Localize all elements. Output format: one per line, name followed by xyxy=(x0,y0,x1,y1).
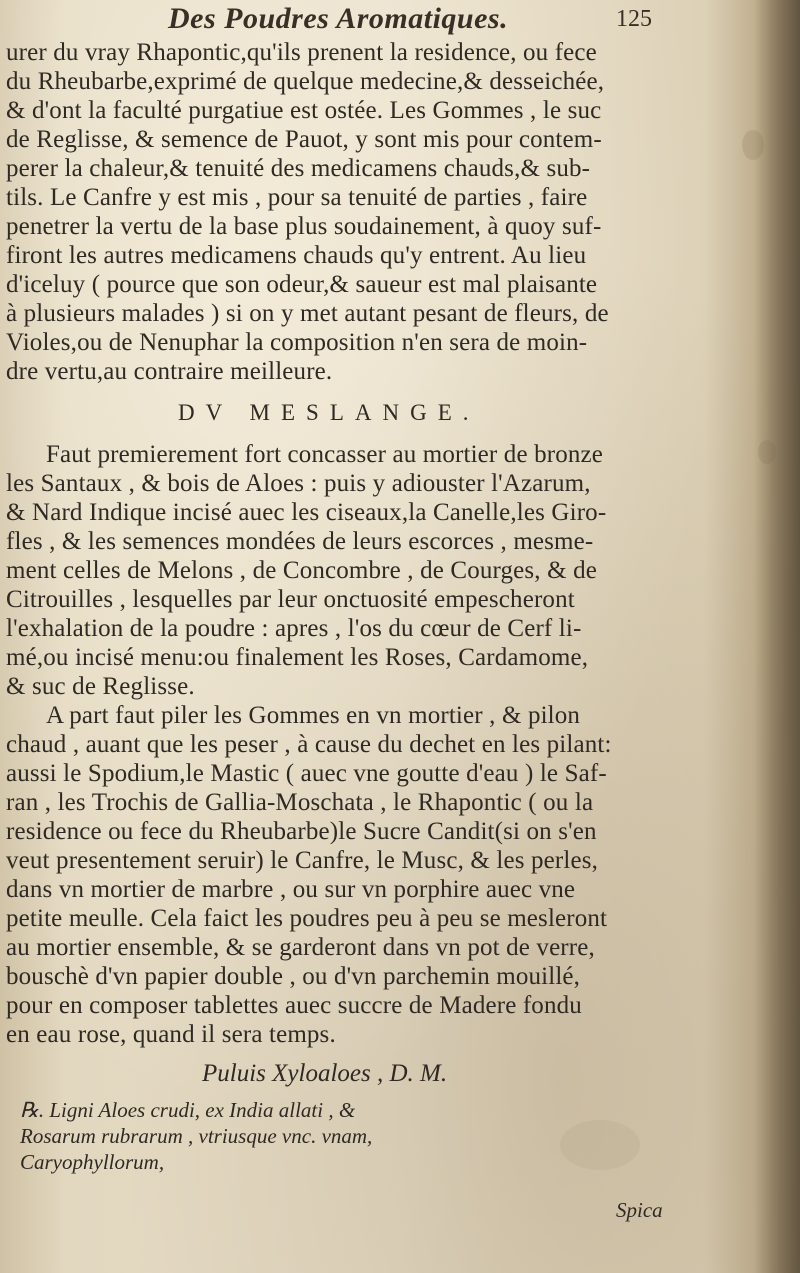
text-line: residence ou fece du Rheubarbe)le Sucre Candit(si on s'en xyxy=(6,818,597,845)
paragraph-2 xyxy=(6,440,670,701)
text-line: du Rheubarbe,exprimé de quelque medecine,& desseichée, xyxy=(6,68,605,95)
text-line: dans vn mortier de marbre , ou sur vn porphire auec vne xyxy=(6,876,576,903)
paragraph-3 xyxy=(6,701,670,1049)
text-line: firont les autres medicamens chauds qu'y entrent. Au lieu xyxy=(6,242,587,269)
text-line: ment celles de Melons , de Concombre , de Courges, & de xyxy=(6,557,597,584)
text-line: l'exhalation de la poudre : apres , l'os du cœur de Cerf li- xyxy=(6,615,582,642)
paper-stain xyxy=(742,130,764,160)
text-line: ran , les Trochis de Gallia-Moschata , le Rhapontic ( ou la xyxy=(6,789,594,816)
running-title: Des Poudres Aromatiques. xyxy=(168,2,509,35)
text-line: & suc de Reglisse. xyxy=(6,673,195,700)
text-line: mé,ou incisé menu:ou finalement les Roses, Cardamome, xyxy=(6,644,589,671)
text-line: veut presentement seruir) le Canfre, le Musc, & les perles, xyxy=(6,847,598,874)
text-line: tils. Le Canfre y est mis , pour sa tenuité de parties , faire xyxy=(6,184,588,211)
recipe-line: Rosarum rubrarum , vtriusque vnc. vnam, xyxy=(20,1124,373,1148)
text-line: à plusieurs malades ) si on y met autant pesant de fleurs, de xyxy=(6,300,609,327)
text-line: de Reglisse, & semence de Pauot, y sont mis pour contem- xyxy=(6,126,602,153)
text-line: au mortier ensemble, & se garderont dans vn pot de verre, xyxy=(6,934,595,961)
text-line: les Santaux , & bois de Aloes : puis y adiouster l'Azarum, xyxy=(6,470,591,497)
text-line: en eau rose, quand il sera temps. xyxy=(6,1021,336,1048)
catchword: Spica xyxy=(616,1198,663,1222)
text-line: bouschè d'vn papier double , ou d'vn parchemin mouillé, xyxy=(6,963,581,990)
page-body xyxy=(6,38,670,1175)
text-line: Faut premierement fort concasser au mortier de bronze xyxy=(46,441,604,468)
text-line: Violes,ou de Nenuphar la composition n'en sera de moin- xyxy=(6,329,588,356)
text-line: fles , & les semences mondées de leurs escorces , mesme- xyxy=(6,528,594,555)
text-line: d'iceluy ( pource que son odeur,& saueur est mal plaisante xyxy=(6,271,598,298)
recipe-title: Puluis Xyloaloes , D. M. xyxy=(202,1060,448,1087)
text-line: aussi le Spodium,le Mastic ( auec vne goutte d'eau ) le Saf- xyxy=(6,760,607,787)
paper-stain xyxy=(758,440,776,464)
recipe-line: Caryophyllorum, xyxy=(20,1150,165,1174)
text-line: chaud , auant que les peser , à cause du dechet en les pilant: xyxy=(6,731,612,758)
text-line: & Nard Indique incisé auec les ciseaux,la Canelle,les Giro- xyxy=(6,499,607,526)
recipe-line: ℞. Ligni Aloes crudi, ex India allati , & xyxy=(20,1098,356,1122)
text-line: pour en composer tablettes auec succre de Madere fondu xyxy=(6,992,582,1019)
recipe-ingredients xyxy=(6,1097,670,1175)
text-line: & d'ont la faculté purgatiue est ostée. Les Gommes , le suc xyxy=(6,97,602,124)
paragraph-1 xyxy=(6,38,670,386)
text-line: Citrouilles , lesquelles par leur onctuosité empescheront xyxy=(6,586,575,613)
text-line: penetrer la vertu de la base plus soudainement, à quoy suf- xyxy=(6,213,602,240)
text-line: A part faut piler les Gommes en vn mortier , & pilon xyxy=(46,702,581,729)
text-line: perer la chaleur,& tenuité des medicamens chauds,& sub- xyxy=(6,155,591,182)
text-line: petite meulle. Cela faict les poudres peu à peu se mesleront xyxy=(6,905,608,932)
text-line: dre vertu,au contraire meilleure. xyxy=(6,358,333,385)
page-edge-shadow xyxy=(754,0,800,1273)
section-heading: DV MESLANGE. xyxy=(178,400,480,425)
page-number: 125 xyxy=(616,6,652,32)
text-line: urer du vray Rhapontic,qu'ils prenent la residence, ou fece xyxy=(6,39,597,66)
running-head xyxy=(0,2,800,34)
